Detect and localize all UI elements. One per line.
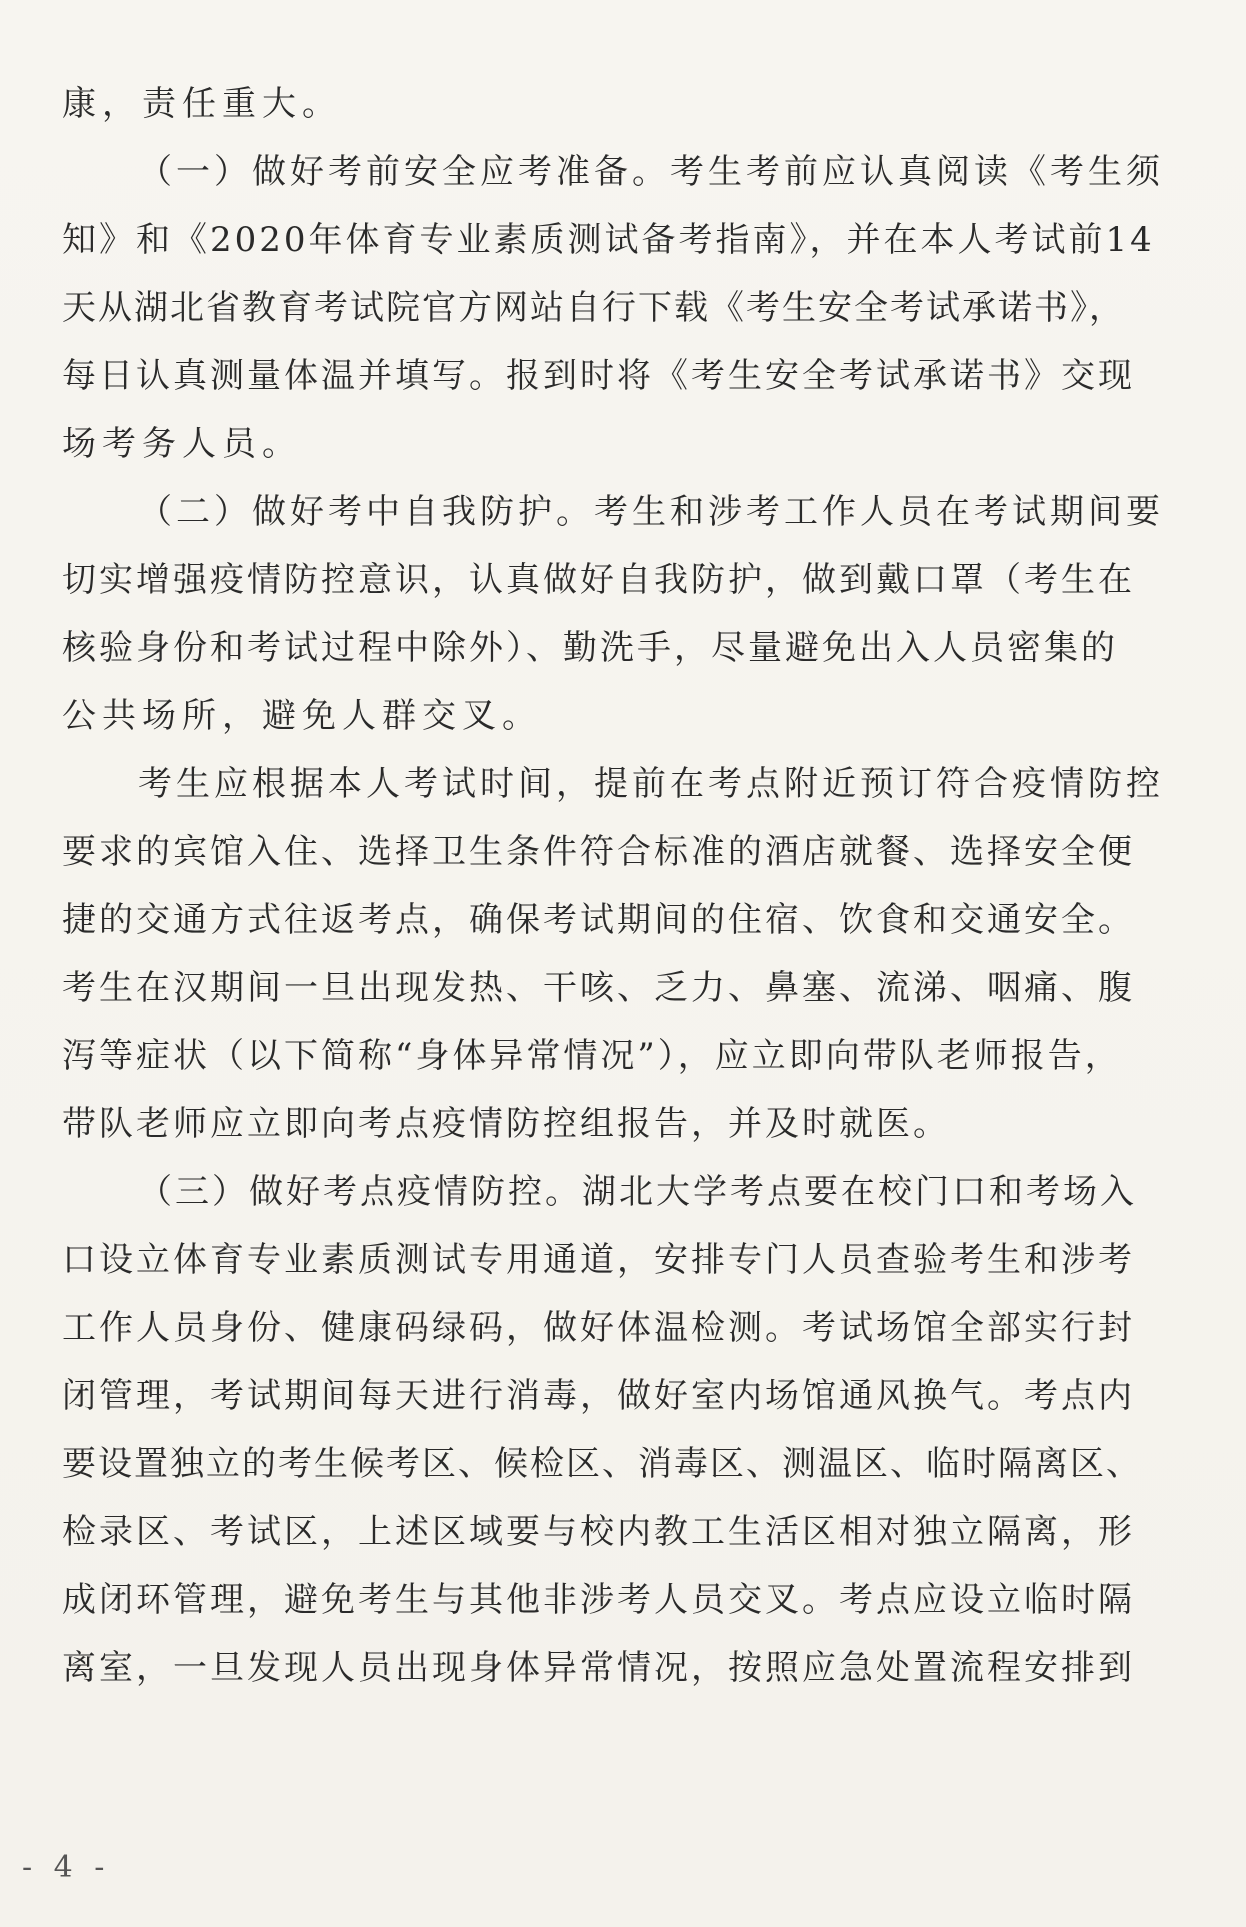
text-line: 闭管理，考试期间每天进行消毒，做好室内场馆通风换气。考点内 xyxy=(62,1376,1135,1416)
paragraph-heading-2: （二）做好考中自我防护。考生和涉考工作人员在考试期间要 xyxy=(138,492,1164,532)
text-line: 公共场所，避免人群交叉。 xyxy=(62,696,542,736)
text-line: 检录区、考试区，上述区域要与校内教工生活区相对独立隔离，形 xyxy=(62,1512,1135,1552)
text-line: 工作人员身份、健康码绿码，做好体温检测。考试场馆全部实行封 xyxy=(62,1308,1135,1348)
text-line: 捷的交通方式往返考点，确保考试期间的住宿、饮食和交通安全。 xyxy=(62,900,1135,940)
text-line: 要求的宾馆入住、选择卫生条件符合标准的酒店就餐、选择安全便 xyxy=(62,832,1135,872)
text-line: 带队老师应立即向考点疫情防控组报告，并及时就医。 xyxy=(62,1104,950,1144)
paragraph-heading-3: （三）做好考点疫情防控。湖北大学考点要在校门口和考场入 xyxy=(138,1172,1137,1212)
text-line: 要设置独立的考生候考区、候检区、消毒区、测温区、临时隔离区、 xyxy=(62,1444,1142,1484)
text-line: 康，责任重大。 xyxy=(62,84,342,124)
text-line: 知》和《2020年体育专业素质测试备考指南》，并在本人考试前14 xyxy=(62,220,1155,260)
text-line: 泻等症状（以下简称“身体异常情况”），应立即向带队老师报告， xyxy=(62,1036,1122,1076)
paragraph-start: 考生应根据本人考试时间，提前在考点附近预订符合疫情防控 xyxy=(138,764,1164,804)
document-body xyxy=(62,70,1192,1702)
text-line: 场考务人员。 xyxy=(62,424,302,464)
text-line: 考生在汉期间一旦出现发热、干咳、乏力、鼻塞、流涕、咽痛、腹 xyxy=(62,968,1135,1008)
text-line: 切实增强疫情防控意识，认真做好自我防护，做到戴口罩（考生在 xyxy=(62,560,1135,600)
text-line: 离室，一旦发现人员出现身体异常情况，按照应急处置流程安排到 xyxy=(62,1648,1135,1688)
text-line: 口设立体育专业素质测试专用通道，安排专门人员查验考生和涉考 xyxy=(62,1240,1135,1280)
text-line: 成闭环管理，避免考生与其他非涉考人员交叉。考点应设立临时隔 xyxy=(62,1580,1135,1620)
text-line: 核验身份和考试过程中除外）、勤洗手，尽量避免出入人员密集的 xyxy=(62,628,1118,668)
page-number: - 4 - xyxy=(22,1850,111,1885)
text-line: 每日认真测量体温并填写。报到时将《考生安全考试承诺书》交现 xyxy=(62,356,1135,396)
text-line: 天从湖北省教育考试院官方网站自行下载《考生安全考试承诺书》， xyxy=(62,288,1125,328)
paragraph-heading-1: （一）做好考前安全应考准备。考生考前应认真阅读《考生须 xyxy=(138,152,1164,192)
